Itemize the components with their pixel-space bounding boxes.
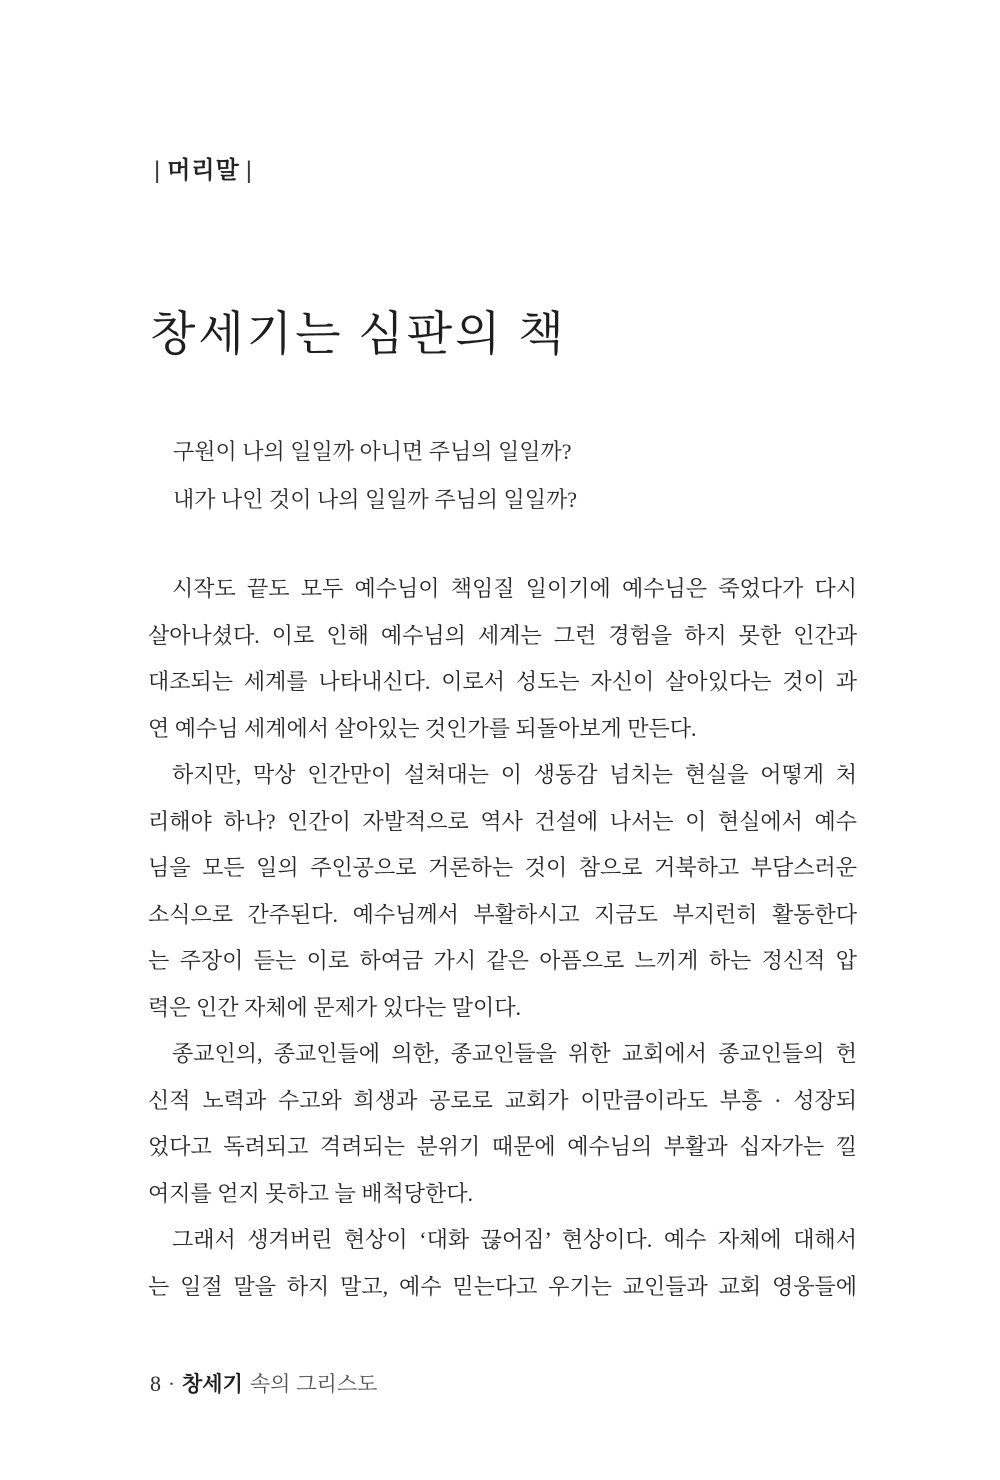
body-line: 살아나셨다. 이로 인해 예수님의 세계는 그런 경험을 하지 못한 인간과	[148, 622, 857, 648]
header-left-bar: |	[154, 157, 162, 184]
paragraph	[148, 752, 857, 1031]
footer-separator: ·	[168, 1372, 175, 1396]
book-title-rest: 속의 그리스도	[249, 1373, 378, 1396]
body-line: 력은 인간 자체에 문제가 있다는 말이다.	[148, 994, 522, 1020]
body-line: 여지를 얻지 못하고 늘 배척당한다.	[148, 1180, 474, 1206]
page-number: 8	[150, 1371, 161, 1396]
paragraph	[148, 1217, 857, 1310]
body-line: 는 주장이 듣는 이로 하여금 가시 같은 아픔으로 느끼게 하는 정신적 압	[148, 948, 857, 973]
body-line: 님을 모든 일의 주인공으로 거론하는 것이 참으로 거북하고 부담스러운	[148, 855, 857, 880]
body-line: 신적 노력과 수고와 희생과 공로로 교회가 이만큼이라도 부흥 · 성장되	[148, 1087, 857, 1113]
chapter-title: 창세기는 심판의 책	[150, 309, 567, 362]
paragraph	[148, 566, 857, 752]
paragraph	[148, 1031, 857, 1217]
body-line: 시작도 끝도 모두 예수님이 책임질 일이기에 예수님은 죽었다가 다시	[172, 576, 857, 601]
epigraph	[148, 428, 857, 524]
header-right-bar: |	[245, 157, 254, 184]
body-line: 종교인의, 종교인들에 의한, 종교인들을 위한 교회에서 종교인들의 헌	[172, 1041, 857, 1066]
epigraph-line: 구원이 나의 일일까 아니면 주님의 일일까?	[173, 439, 572, 464]
body-line: 하지만, 막상 인간만이 설쳐대는 이 생동감 넘치는 현실을 어떻게 처	[172, 762, 857, 787]
body-line: 대조되는 세계를 나타내신다. 이로서 성도는 자신이 살아있다는 것이 과	[148, 669, 857, 694]
book-title-bold: 창세기	[182, 1373, 243, 1396]
body-line: 었다고 독려되고 격려되는 분위기 때문에 예수님의 부활과 십자가는 낄	[148, 1134, 857, 1159]
body-line: 그래서 생겨버린 현상이 ‘대화 끊어짐’ 현상이다. 예수 자체에 대해서	[172, 1227, 857, 1252]
body-line: 는 일절 말을 하지 말고, 예수 믿는다고 우기는 교인들과 교회 영웅들에	[148, 1273, 857, 1299]
body-line: 리해야 하나? 인간이 자발적으로 역사 건설에 나서는 이 현실에서 예수	[148, 808, 857, 834]
header-label-text: 머리말	[167, 157, 240, 184]
body-text	[148, 566, 857, 1310]
body-line: 소식으로 간주된다. 예수님께서 부활하시고 지금도 부지런히 활동한다	[148, 901, 857, 927]
body-line: 연 예수님 세계에서 살아있는 것인가를 되돌아보게 만든다.	[148, 715, 697, 741]
section-label	[148, 150, 259, 185]
epigraph-line: 내가 나인 것이 나의 일일까 주님의 일일까?	[173, 487, 578, 512]
page-footer	[150, 1368, 377, 1398]
